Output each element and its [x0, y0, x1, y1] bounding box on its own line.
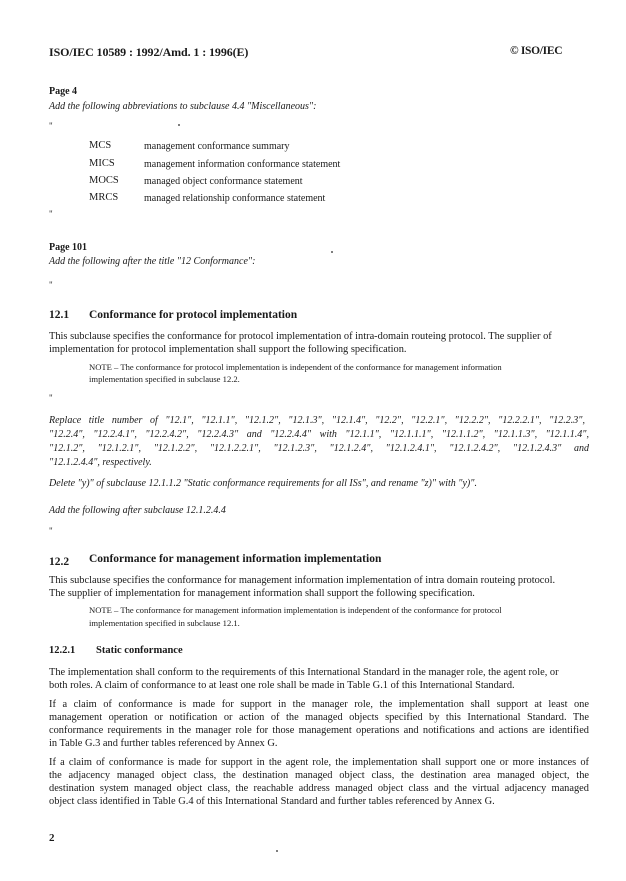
- quote-open-mark: ": [49, 280, 53, 290]
- paragraph-line: object class identified in Table G.4 of this International Standard and further tables referenced by Annex G.: [49, 796, 495, 807]
- paragraph-line: The implementation shall conform to the requirements of this International Standard in the manager role, the agent role, or: [49, 667, 559, 678]
- quote-open-mark: ": [49, 526, 53, 536]
- paragraph-line: This subclause specifies the conformance for protocol implementation of intra-domain routeing protocol. The supplier of: [49, 331, 552, 342]
- note-line: implementation specified in subclause 12.2.: [89, 374, 240, 384]
- page-4-heading: Page 4: [49, 86, 78, 97]
- paragraph-line: implementation for protocol implementation shall support the following specification.: [49, 344, 407, 355]
- page-101-instruction: Add the following after the title "12 Conformance":: [49, 256, 256, 267]
- page-number: 2: [49, 832, 55, 844]
- replace-instruction-line: Replace title number of "12.1", "12.1.1", "12.1.2", "12.1.3", "12.1.4", "12.2", "12.2.1", "12.2.2", "12.2.2.1", "12.2.3",: [49, 415, 585, 426]
- paragraph-line: The supplier of implementation for management information shall support the following specification.: [49, 588, 475, 599]
- abbreviation-code: MCS: [89, 140, 112, 151]
- quote-close-mark: ": [49, 393, 53, 403]
- abbreviation-definition: management conformance summary: [144, 141, 290, 152]
- add-after-instruction: Add the following after subclause 12.1.2.4.4: [49, 505, 226, 516]
- document-identifier: ISO/IEC 10589 : 1992/Amd. 1 : 1996(E): [49, 45, 249, 59]
- stray-dot: [178, 124, 180, 126]
- section-number: 12.2: [49, 556, 70, 568]
- stray-dot: [276, 850, 278, 852]
- abbreviation-definition: managed object conformance statement: [144, 176, 303, 187]
- note-line: NOTE – The conformance for protocol implementation is independent of the conformance for management information: [89, 362, 502, 372]
- copyright-mark: © ISO/IEC: [510, 45, 563, 57]
- replace-instruction-line: "12.1.2.4.4", respectively.: [49, 457, 152, 468]
- paragraph-line: If a claim of conformance is made for support in the manager role, the implementation shall support at least one: [49, 699, 589, 710]
- delete-instruction: Delete "y)" of subclause 12.1.1.2 "Static conformance requirements for all ISs", and rename "z)" with "y)".: [49, 478, 477, 489]
- paragraph-line: management operation or notification or action of the managed objects specified by this International Standard. The: [49, 712, 589, 723]
- paragraph-line: conformance requirements in the manager role for those management operations and notifications and actions are identified: [49, 725, 589, 736]
- page-4-instruction: Add the following abbreviations to subclause 4.4 "Miscellaneous":: [49, 101, 317, 112]
- page-101-heading: Page 101: [49, 242, 88, 253]
- paragraph-line: both roles. A claim of conformance to at least one role shall be made in Table G.1 of this International Standard.: [49, 680, 515, 691]
- section-title: Conformance for management information implementation: [89, 553, 382, 565]
- paragraph-line: destination system managed object class, the reachable address managed object class and the virtual adjacency managed: [49, 783, 589, 794]
- abbreviation-code: MICS: [89, 158, 115, 169]
- paragraph-line: in Table G.3 and further tables referenced by Annex G.: [49, 738, 278, 749]
- subsection-number: 12.2.1: [49, 645, 76, 656]
- paragraph-line: If a claim of conformance is made for support in the agent role, the implementation shall support one or more instances of: [49, 757, 589, 768]
- subsection-title: Static conformance: [96, 645, 183, 656]
- replace-instruction-line: "12.2.4", "12.2.4.1", "12.2.4.2", "12.2.4.3" and "12.2.4.4" with "12.1.1", "12.1.1.1", "12.1.1.2", "12.1.1.3", "12.1.1.4",: [49, 429, 589, 440]
- note-line: NOTE – The conformance for management information implementation is independent of the conformance for protocol: [89, 605, 502, 615]
- note-line: implementation specified in subclause 12.1.: [89, 618, 240, 628]
- abbreviation-definition: managed relationship conformance statement: [144, 193, 326, 204]
- quote-close-mark: ": [49, 209, 53, 219]
- section-title: Conformance for protocol implementation: [89, 309, 298, 321]
- abbreviation-definition: management information conformance statement: [144, 159, 341, 170]
- paragraph-line: This subclause specifies the conformance for management information implementation of intra domain routeing protocol.: [49, 575, 556, 586]
- stray-dot: [331, 251, 333, 253]
- abbreviation-code: MOCS: [89, 175, 119, 186]
- abbreviation-code: MRCS: [89, 192, 119, 203]
- replace-instruction-line: "12.1.2", "12.1.2.1", "12.1.2.2", "12.1.2.2.1", "12.1.2.3", "12.1.2.4", "12.1.2.4.1", "12.1.2.4.2", "12.1.2.4.3" and: [49, 443, 589, 454]
- section-number: 12.1: [49, 309, 70, 321]
- quote-open-mark: ": [49, 121, 53, 131]
- paragraph-line: the adjacency managed object class, the destination managed object class, the destination area managed object, the: [49, 770, 589, 781]
